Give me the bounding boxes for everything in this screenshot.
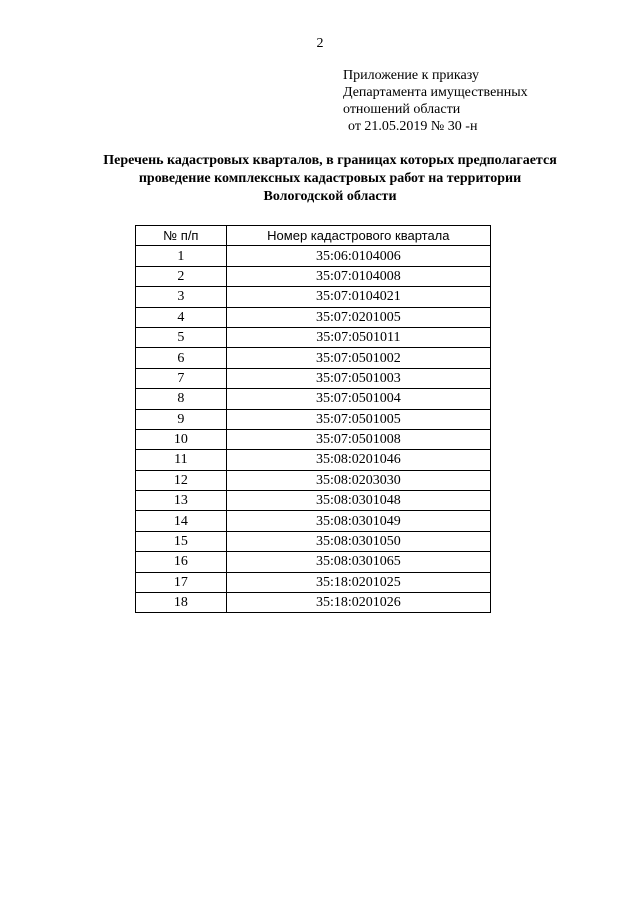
title-line: Вологодской области xyxy=(263,189,397,204)
table-row xyxy=(136,511,491,531)
table-row xyxy=(136,307,491,327)
quarter-number-cell: 35:08:0301065 xyxy=(226,552,490,572)
row-number-cell: 13 xyxy=(136,491,227,511)
table-row xyxy=(136,348,491,368)
quarter-number-cell: 35:08:0301050 xyxy=(226,531,490,551)
quarter-number-cell: 35:08:0301049 xyxy=(226,511,490,531)
page-number: 2 xyxy=(316,36,324,51)
quarter-number-cell: 35:07:0501003 xyxy=(226,368,490,388)
quarter-number-cell: 35:08:0301048 xyxy=(226,491,490,511)
row-number-cell: 18 xyxy=(136,593,227,613)
row-number-cell: 2 xyxy=(136,266,227,286)
quarter-number-cell: 35:08:0201046 xyxy=(226,450,490,470)
table-row xyxy=(136,389,491,409)
row-number-cell: 17 xyxy=(136,572,227,592)
appendix-order-date: от 21.05.2019 № 30 -н xyxy=(348,119,478,134)
quarter-number-cell: 35:07:0104008 xyxy=(226,266,490,286)
header-quarter-number: Номер кадастрового квартала xyxy=(226,226,490,246)
quarter-number-cell: 35:06:0104006 xyxy=(226,246,490,266)
quarter-number-cell: 35:07:0201005 xyxy=(226,307,490,327)
cadastral-quarters-table xyxy=(135,225,491,613)
table-row xyxy=(136,266,491,286)
table-row xyxy=(136,368,491,388)
table-header-row xyxy=(136,226,491,246)
table-row xyxy=(136,327,491,347)
row-number-cell: 4 xyxy=(136,307,227,327)
title-line: проведение комплексных кадастровых работ на территории xyxy=(138,171,522,186)
row-number-cell: 7 xyxy=(136,368,227,388)
quarter-number-cell: 35:18:0201025 xyxy=(226,572,490,592)
row-number-cell: 9 xyxy=(136,409,227,429)
table-row xyxy=(136,287,491,307)
row-number-cell: 1 xyxy=(136,246,227,266)
table-row xyxy=(136,593,491,613)
table-row xyxy=(136,491,491,511)
document-title xyxy=(60,152,600,206)
table-row xyxy=(136,531,491,551)
row-number-cell: 5 xyxy=(136,327,227,347)
row-number-cell: 14 xyxy=(136,511,227,531)
row-number-cell: 3 xyxy=(136,287,227,307)
table-row xyxy=(136,246,491,266)
quarter-number-cell: 35:07:0501002 xyxy=(226,348,490,368)
row-number-cell: 6 xyxy=(136,348,227,368)
quarter-number-cell: 35:07:0501005 xyxy=(226,409,490,429)
quarter-number-cell: 35:08:0203030 xyxy=(226,470,490,490)
table-row xyxy=(136,450,491,470)
row-number-cell: 8 xyxy=(136,389,227,409)
quarter-number-cell: 35:07:0501008 xyxy=(226,429,490,449)
table-row xyxy=(136,552,491,572)
table-row xyxy=(136,409,491,429)
row-number-cell: 16 xyxy=(136,552,227,572)
row-number-cell: 12 xyxy=(136,470,227,490)
table-row xyxy=(136,470,491,490)
quarter-number-cell: 35:18:0201026 xyxy=(226,593,490,613)
appendix-line: отношений области xyxy=(343,102,461,117)
row-number-cell: 11 xyxy=(136,450,227,470)
table-row xyxy=(136,429,491,449)
table-row xyxy=(136,572,491,592)
appendix-block xyxy=(343,67,623,135)
appendix-line: Департамента имущественных xyxy=(343,85,528,100)
row-number-cell: 15 xyxy=(136,531,227,551)
appendix-line: Приложение к приказу xyxy=(343,68,479,83)
quarter-number-cell: 35:07:0104021 xyxy=(226,287,490,307)
row-number-cell: 10 xyxy=(136,429,227,449)
header-row-number: № п/п xyxy=(136,226,227,246)
quarter-number-cell: 35:07:0501011 xyxy=(226,327,490,347)
quarter-number-cell: 35:07:0501004 xyxy=(226,389,490,409)
title-line: Перечень кадастровых кварталов, в границах которых предполагается xyxy=(103,153,557,168)
